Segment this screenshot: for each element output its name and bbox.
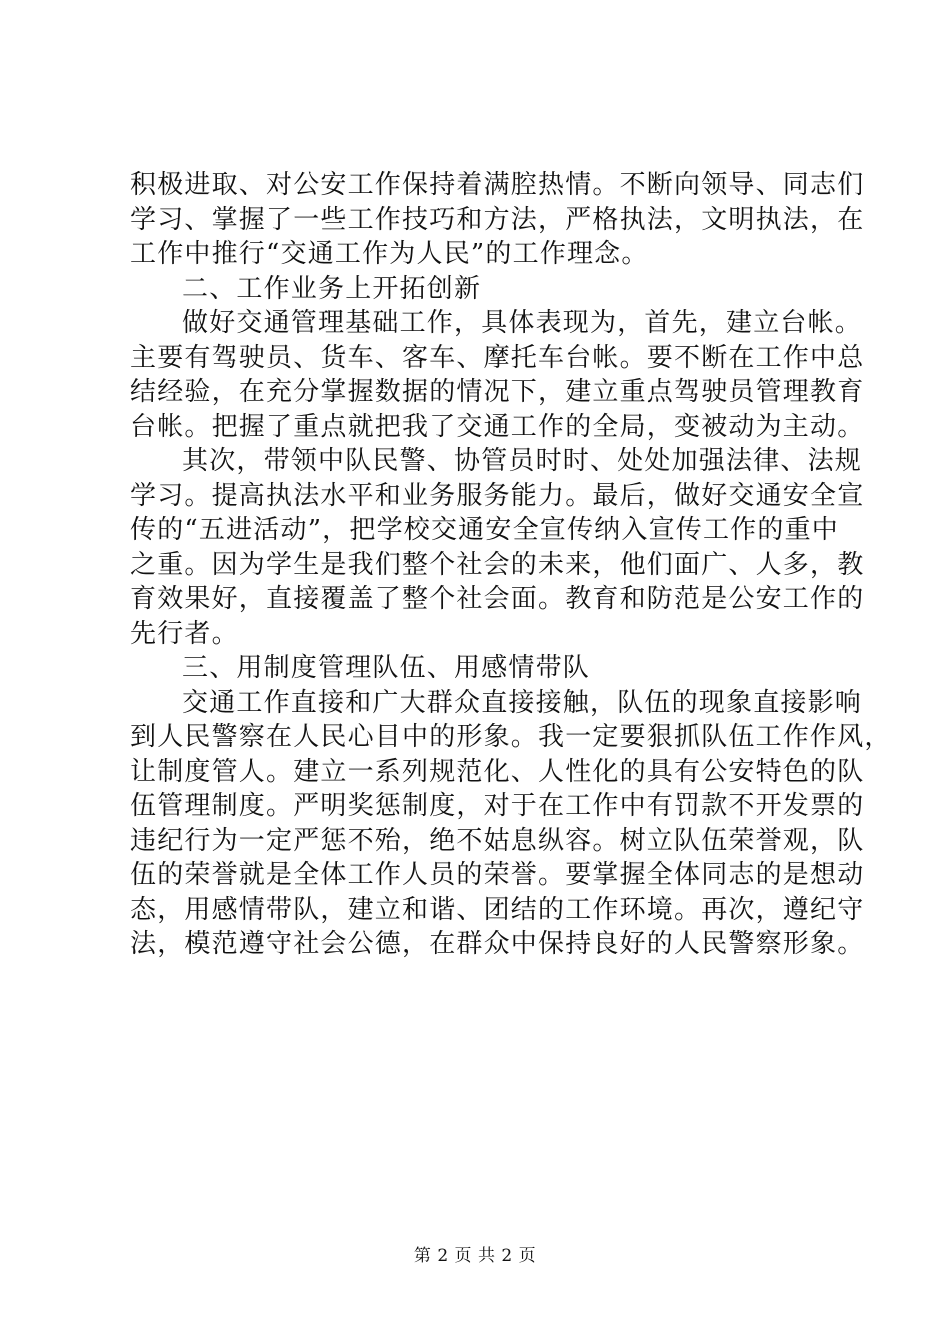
text-line: 学习。提高执法水平和业务服务能力。最后，做好交通安全宣 <box>130 480 865 511</box>
paragraph-start: 其次，带领中队民警、协管员时时、处处加强法律、法规 <box>182 446 863 476</box>
section-heading: 二、工作业务上开拓创新 <box>182 273 482 304</box>
text-line: 态，用感情带队，建立和谐、团结的工作环境。再次，遵纪守 <box>130 894 865 925</box>
text-line: 先行者。 <box>130 618 239 649</box>
text-line: 之重。因为学生是我们整个社会的未来，他们面广、人多，教 <box>130 549 865 580</box>
text-line: 工作中推行“交通工作为人民”的工作理念。 <box>130 239 649 269</box>
page-number-footer: 第 2 页 共 2 页 <box>413 1246 537 1266</box>
text-line: 育效果好，直接覆盖了整个社会面。教育和防范是公安工作的 <box>130 584 865 614</box>
body-text <box>130 168 892 962</box>
text-line: 台帐。把握了重点就把我了交通工作的全局，变被动为主动。 <box>130 411 865 442</box>
text-line: 伍的荣誉就是全体工作人员的荣誉。要掌握全体同志的是想动 <box>130 860 865 890</box>
text-line: 法，模范遵守社会公德，在群众中保持良好的人民警察形象。 <box>130 929 865 959</box>
paragraph-start: 做好交通管理基础工作，具体表现为，首先，建立台帐。 <box>182 308 863 338</box>
text-line: 传的“五进活动”，把学校交通安全宣传纳入宣传工作的重中 <box>130 515 839 545</box>
text-line: 积极进取、对公安工作保持着满腔热情。不断向领导、同志们 <box>130 170 865 200</box>
text-line: 主要有驾驶员、货车、客车、摩托车台帐。要不断在工作中总 <box>130 342 865 373</box>
text-line: 结经验，在充分掌握数据的情况下，建立重点驾驶员管理教育 <box>130 377 865 407</box>
text-line: 学习、掌握了一些工作技巧和方法，严格执法，文明执法，在 <box>130 204 865 235</box>
section-heading: 三、用制度管理队伍、用感情带队 <box>182 653 591 683</box>
text-line: 让制度管人。建立一系列规范化、人性化的具有公安特色的队 <box>130 756 865 787</box>
text-line: 到人民警察在人民心目中的形象。我一定要狠抓队伍工作作风， <box>130 722 892 752</box>
text-line: 伍管理制度。严明奖惩制度，对于在工作中有罚款不开发票的 <box>130 791 865 821</box>
paragraph-start: 交通工作直接和广大群众直接接触，队伍的现象直接影响 <box>182 687 863 718</box>
text-line: 违纪行为一定严惩不殆，绝不姑息纵容。树立队伍荣誉观，队 <box>130 825 865 856</box>
